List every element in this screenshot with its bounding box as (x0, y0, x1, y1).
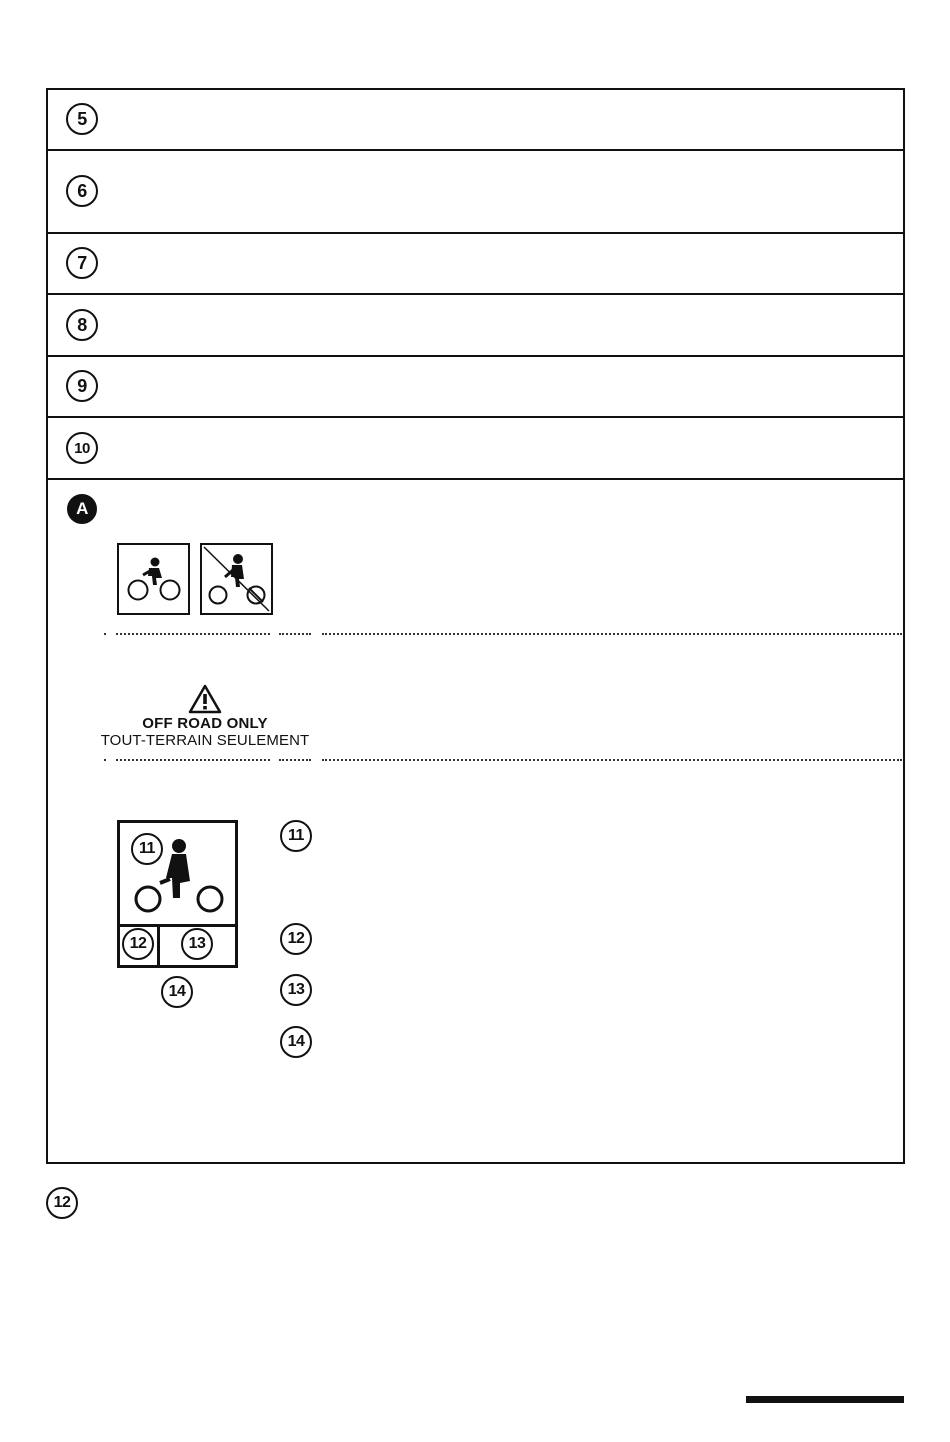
footer-marker-12: 12 (46, 1187, 78, 1219)
rider-prohibited-icon (200, 543, 273, 615)
dotted-separator (279, 759, 311, 761)
warning-title: OFF ROAD ONLY (142, 715, 268, 732)
page-footer-bar (746, 1396, 904, 1403)
legend-marker-11: 11 (280, 820, 312, 852)
diagram-marker-14: 14 (161, 976, 193, 1008)
legend-marker-13: 13 (280, 974, 312, 1006)
rider-icon (117, 543, 190, 615)
row-marker-6: 6 (66, 175, 98, 207)
row-divider (46, 149, 905, 151)
section-marker-a: A (67, 494, 97, 524)
dotted-separator (322, 759, 902, 761)
row-marker-7: 7 (66, 247, 98, 279)
legend-marker-14: 14 (280, 1026, 312, 1058)
dotted-separator (104, 759, 106, 761)
dotted-separator (279, 633, 311, 635)
warning-subtitle: TOUT-TERRAIN SEULEMENT (100, 732, 310, 749)
row-marker-8: 8 (66, 309, 98, 341)
diagram-marker-11: 11 (131, 833, 163, 865)
dotted-separator (116, 759, 270, 761)
row-marker-5: 5 (66, 103, 98, 135)
diagram-marker-12: 12 (122, 928, 154, 960)
row-divider (46, 293, 905, 295)
legend-marker-12: 12 (280, 923, 312, 955)
row-marker-9: 9 (66, 370, 98, 402)
dotted-separator (104, 633, 106, 635)
diagram-marker-13: 13 (181, 928, 213, 960)
row-divider (46, 416, 905, 418)
dotted-separator (322, 633, 902, 635)
dotted-separator (116, 633, 270, 635)
row-divider (46, 478, 905, 480)
row-marker-10: 10 (66, 432, 98, 464)
warning-triangle-icon (188, 684, 222, 714)
row-divider (46, 232, 905, 234)
row-divider (46, 355, 905, 357)
